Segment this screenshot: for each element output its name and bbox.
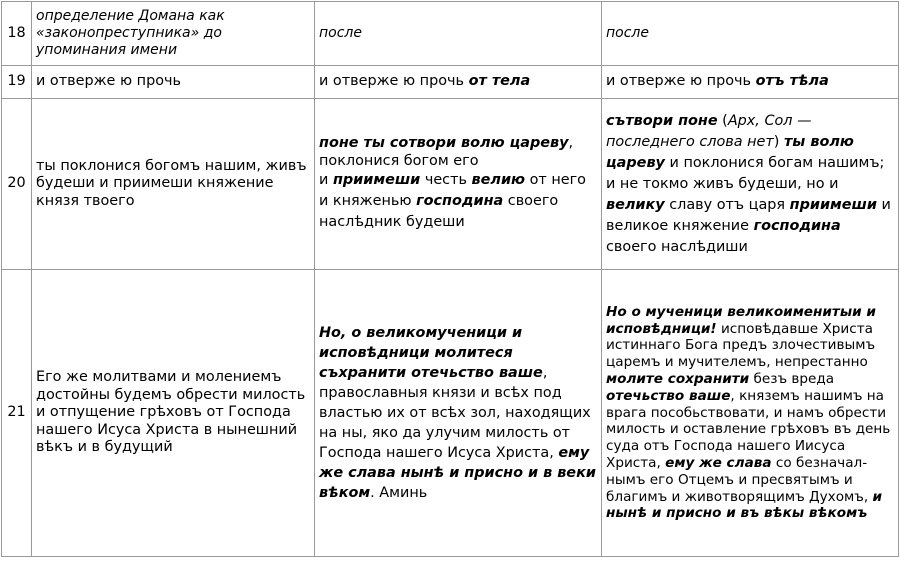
- emphasis-text: Но о мученици великоименитыи и исповѣдници!: [606, 303, 876, 337]
- emphasis-text: ему же слава: [665, 454, 772, 471]
- emphasis-text: сътвори поне: [606, 112, 718, 129]
- emphasis-text: господина: [416, 193, 504, 209]
- emphasis-text: и нынѣ и присно и въ вѣкы вѣкомъ: [606, 488, 883, 522]
- plain-text: (: [717, 112, 728, 129]
- plain-text: и княженью: [319, 193, 417, 209]
- note-text: Арх, Сол — последнего слова нет: [606, 112, 812, 150]
- row-number: 18: [2, 2, 32, 66]
- plain-text: , поклонися богом его: [319, 135, 574, 169]
- plain-text: и: [319, 172, 333, 188]
- cell-col3: [602, 66, 899, 99]
- emphasis-text: велику: [606, 196, 665, 213]
- table-row: [2, 2, 899, 66]
- plain-text: славу отъ царя: [664, 196, 790, 213]
- emphasis-text: ему же слава нынѣ и присно и в веки вѣком: [319, 445, 596, 501]
- plain-text: своего наслѣдиши: [606, 238, 748, 255]
- table-row: [2, 66, 899, 99]
- emphasis-text: отъ тѣла: [755, 73, 829, 90]
- plain-text: безъ вреда: [749, 371, 835, 387]
- comparison-table: [1, 1, 899, 557]
- emphasis-text: приимеши: [789, 196, 877, 213]
- emphasis-text: Но, о великомученици и исповѣдници молитеся съхранити отечьство ваше: [319, 325, 543, 381]
- table-row: [2, 270, 899, 557]
- emphasis-text: от тела: [468, 73, 531, 90]
- row-number: 21: [2, 270, 32, 557]
- cell-col1: Его же молитвами и молениемъ достойны будемъ обрести милость и отпущение грѣховъ от Господа нашего Исуса Христа в нынешний вѣкъ и в будущий: [32, 270, 315, 557]
- row-number: 20: [2, 99, 32, 270]
- plain-text: , православныя князи и всѣх под властью их от всѣх зол, находящих на ны, яко да улучим милость от Господа нашего Исуса Христа,: [319, 365, 591, 461]
- plain-text: ): [773, 133, 784, 150]
- emphasis-text: господина: [753, 217, 841, 234]
- cell-col1: ты поклонися богомъ нашим, живъ будеши и приимеши княжение князя твоего: [32, 99, 315, 270]
- plain-text: от него: [525, 172, 586, 188]
- plain-text: со безначал-нымъ его Отцемъ и пресвятымъ и благимъ и животворящимъ Духомъ,: [606, 454, 873, 505]
- plain-text: и поклонися богам нашимъ; и не токмо живъ будеши, но и: [606, 154, 885, 192]
- plain-text: исповѣдавше Христа истиннаго Бога предъ злочестивымъ царемъ и мучителемъ, непрестанно: [606, 320, 876, 371]
- cell-col2: [315, 99, 602, 270]
- emphasis-text: молите сохранити: [606, 371, 750, 387]
- plain-text: , княземъ нашимъ на врага пособьствовати, и намъ обрести милость и оставление грѣховъ въ день суда отъ Господа нашего Иисуса Христа,: [606, 387, 891, 471]
- cell-col1: и отверже ю прочь: [32, 66, 315, 99]
- plain-text: честь: [420, 172, 472, 188]
- emphasis-text: отечьство ваше: [606, 387, 731, 404]
- cell-col1: определение Домана как «законопреступника» до упоминания имени: [32, 2, 315, 66]
- emphasis-text: поне ты сотвори волю цареву: [319, 135, 569, 151]
- plain-text: своего наслѣдник будеши: [319, 193, 559, 230]
- emphasis-text: велию: [471, 172, 526, 188]
- plain-text: и великое княжение: [606, 196, 891, 234]
- cell-col2: [315, 66, 602, 99]
- cell-col2: после: [315, 2, 602, 66]
- cell-col3: [602, 270, 899, 557]
- plain-text: и отверже ю прочь: [606, 73, 756, 90]
- plain-text: и отверже ю прочь: [319, 73, 469, 90]
- row-number: 19: [2, 66, 32, 99]
- cell-col3: после: [602, 2, 899, 66]
- emphasis-text: приимеши: [332, 172, 421, 188]
- emphasis-text: ты волю цареву: [606, 133, 854, 171]
- cell-col3: [602, 99, 899, 270]
- plain-text: . Аминь: [370, 485, 428, 501]
- cell-col2: [315, 270, 602, 557]
- table-row: [2, 99, 899, 270]
